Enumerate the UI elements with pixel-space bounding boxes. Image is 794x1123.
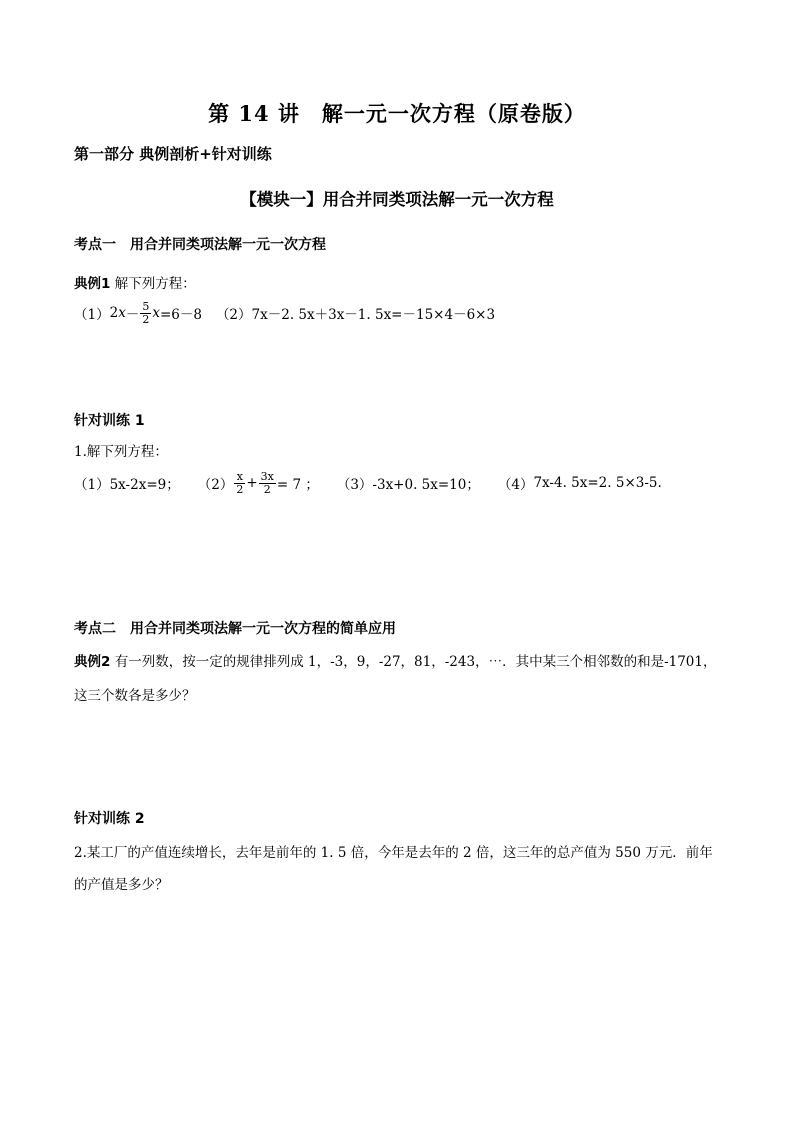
example1-equations: （1） 2 x － $\frac{5}{2}$ x =6－8 （2） 7x－2. 5x＋3x－1. 5x=－15×4－6×3 bbox=[74, 300, 496, 326]
example2 bbox=[74, 650, 717, 670]
example2-line2: 这三个数各是多少？ bbox=[74, 688, 196, 704]
eq1-frac-den: 2 bbox=[142, 312, 150, 326]
t2-label: （2） bbox=[197, 477, 234, 494]
example1 bbox=[74, 272, 196, 292]
training1-question: 1.解下列方程： bbox=[74, 444, 168, 460]
t2-rest: = 7 ； bbox=[276, 477, 319, 494]
t3-label: （3） bbox=[336, 477, 373, 494]
t4-label: （4） bbox=[497, 477, 534, 494]
eq2-label: （2） bbox=[215, 307, 252, 324]
module-heading: 【模块一】用合并同类项法解一元一次方程 bbox=[240, 190, 554, 209]
training1-equations: （1） 5x-2x=9； （2） $\frac{x}{2}$ + $\frac{3x}{2}$ = 7 ； （3） -3x+0. 5x=10； （4） 7x-4. 5x=2. 5×3-5. bbox=[74, 470, 662, 496]
t4-text: 7x-4. 5x=2. 5×3-5. bbox=[533, 475, 662, 492]
kaodian1-heading: 考点一 用合并同类项法解一元一次方程 bbox=[74, 237, 326, 253]
eq1-frac-num: 5 bbox=[142, 300, 150, 313]
page-title: 第 14 讲 解一元一次方程（原卷版） bbox=[208, 101, 586, 126]
eq1-fraction bbox=[140, 301, 151, 325]
example2-line1: 有一列数，按一定的规律排列成 1，-3，9，-27，81，-243，⋯．其中某三个相邻数的和是-1701， bbox=[114, 654, 717, 670]
training2-line2: 的产值是多少？ bbox=[74, 877, 169, 893]
training1-heading: 针对训练 1 bbox=[74, 413, 145, 429]
t3-text: -3x+0. 5x=10； bbox=[372, 477, 480, 494]
training2-line1: 2.某工厂的产值连续增长，去年是前年的 1. 5 倍，今年是去年的 2 倍，这三年的总产值为 550 万元．前年 bbox=[74, 845, 713, 861]
example1-text: 解下列方程： bbox=[114, 276, 196, 292]
t2-frac1-num: x bbox=[234, 471, 245, 484]
t2-frac1-den: 2 bbox=[236, 482, 244, 496]
eq2-text: 7x－2. 5x＋3x－1. 5x=－15×4－6×3 bbox=[251, 307, 496, 324]
eq1-label: （1） bbox=[74, 307, 110, 324]
part-heading: 第一部分 典例剖析+针对训练 bbox=[74, 145, 272, 163]
t1-label: （1） bbox=[74, 477, 110, 494]
kaodian2-heading: 考点二 用合并同类项法解一元一次方程的简单应用 bbox=[74, 621, 396, 637]
example2-label: 典例2 bbox=[74, 654, 111, 670]
t1-text: 5x-2x=9； bbox=[109, 477, 180, 494]
example1-label: 典例1 bbox=[74, 276, 111, 292]
training2-heading: 针对训练 2 bbox=[74, 811, 145, 827]
t2-fraction-1 bbox=[234, 471, 245, 495]
t2-fraction-2 bbox=[259, 471, 276, 495]
t2-frac2-den: 2 bbox=[263, 482, 271, 496]
t2-frac2-num: 3x bbox=[260, 470, 274, 483]
eq1-part-a: 2 bbox=[109, 305, 119, 322]
eq1-part-b: =6－8 bbox=[159, 307, 202, 324]
